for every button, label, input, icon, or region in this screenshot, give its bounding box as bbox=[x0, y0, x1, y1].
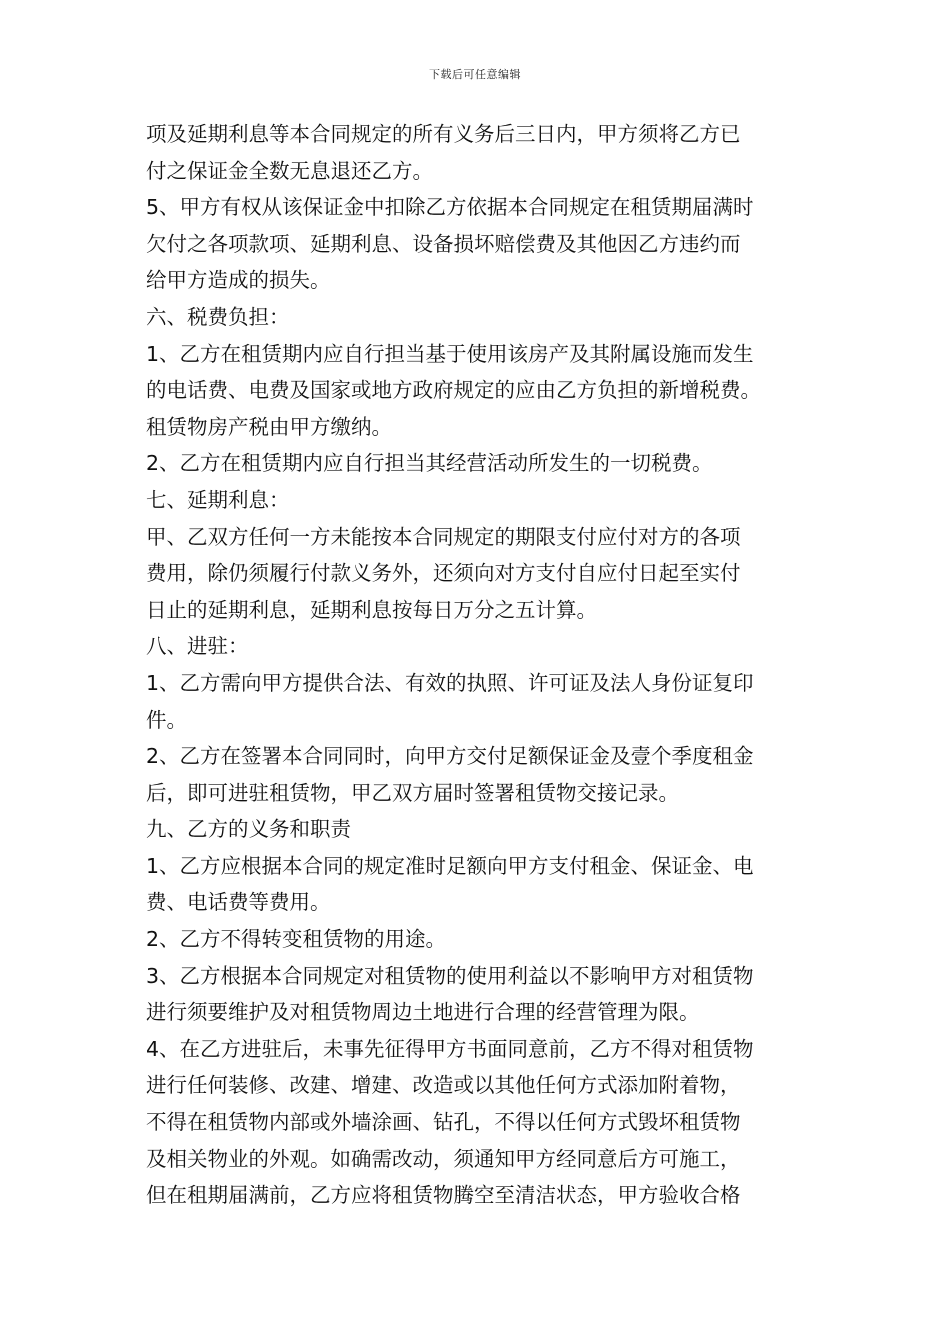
text-line: 八、进驻： bbox=[146, 634, 249, 659]
text-line: 欠付之各项款项、延期利息、设备损坏赔偿费及其他因乙方违约而 bbox=[146, 231, 741, 256]
text-line: 甲、乙双方任何一方未能按本合同规定的期限支付应付对方的各项 bbox=[146, 524, 741, 549]
text-line: 1、乙方在租赁期内应自行担当基于使用该房产及其附属设施而发生 bbox=[146, 341, 754, 366]
text-line: 进行任何装修、改建、增建、改造或以其他任何方式添加附着物， bbox=[146, 1073, 741, 1098]
text-line: 项及延期利息等本合同规定的所有义务后三日内，甲方须将乙方已 bbox=[146, 122, 741, 146]
text-line: 六、税费负担： bbox=[146, 304, 290, 329]
text-line: 2、乙方不得转变租赁物的用途。 bbox=[146, 927, 447, 952]
text-line: 1、乙方需向甲方提供合法、有效的执照、许可证及法人身份证复印 bbox=[146, 670, 754, 695]
text-line: 进行须要维护及对租赁物周边土地进行合理的经营管理为限。 bbox=[146, 1000, 700, 1025]
document-body bbox=[146, 116, 816, 1214]
text-line: 给甲方造成的损失。 bbox=[146, 268, 331, 293]
text-line: 七、延期利息： bbox=[146, 487, 290, 512]
text-line: 5、甲方有权从该保证金中扣除乙方依据本合同规定在租赁期届满时 bbox=[146, 195, 754, 220]
page-header: 下载后可任意编辑 bbox=[429, 68, 521, 81]
text-line: 租赁物房产税由甲方缴纳。 bbox=[146, 414, 392, 439]
text-line: 的电话费、电费及国家或地方政府规定的应由乙方负担的新增税费。 bbox=[146, 378, 761, 403]
text-line: 不得在租赁物内部或外墙涂画、钻孔，不得以任何方式毁坏租赁物 bbox=[146, 1110, 741, 1135]
text-line: 件。 bbox=[146, 707, 187, 732]
text-line: 4、在乙方进驻后，未事先征得甲方书面同意前，乙方不得对租赁物 bbox=[146, 1036, 754, 1061]
text-line: 费用，除仍须履行付款义务外，还须向对方支付自应付日起至实付 bbox=[146, 561, 741, 586]
text-line: 3、乙方根据本合同规定对租赁物的使用利益以不影响甲方对租赁物 bbox=[146, 963, 754, 988]
text-line: 付之保证金全数无息退还乙方。 bbox=[146, 158, 433, 183]
text-line: 费、电话费等费用。 bbox=[146, 890, 331, 915]
text-line: 九、乙方的义务和职责 bbox=[146, 817, 351, 842]
text-line: 日止的延期利息，延期利息按每日万分之五计算。 bbox=[146, 597, 597, 622]
text-line: 但在租期届满前，乙方应将租赁物腾空至清洁状态，甲方验收合格 bbox=[146, 1183, 741, 1208]
text-line: 及相关物业的外观。如确需改动，须通知甲方经同意后方可施工， bbox=[146, 1146, 741, 1171]
text-line: 2、乙方在签署本合同同时，向甲方交付足额保证金及壹个季度租金 bbox=[146, 744, 754, 769]
text-line: 后，即可进驻租赁物，甲乙双方届时签署租赁物交接记录。 bbox=[146, 780, 679, 805]
text-line: 2、乙方在租赁期内应自行担当其经营活动所发生的一切税费。 bbox=[146, 451, 713, 476]
text-line: 1、乙方应根据本合同的规定准时足额向甲方支付租金、保证金、电 bbox=[146, 853, 754, 878]
